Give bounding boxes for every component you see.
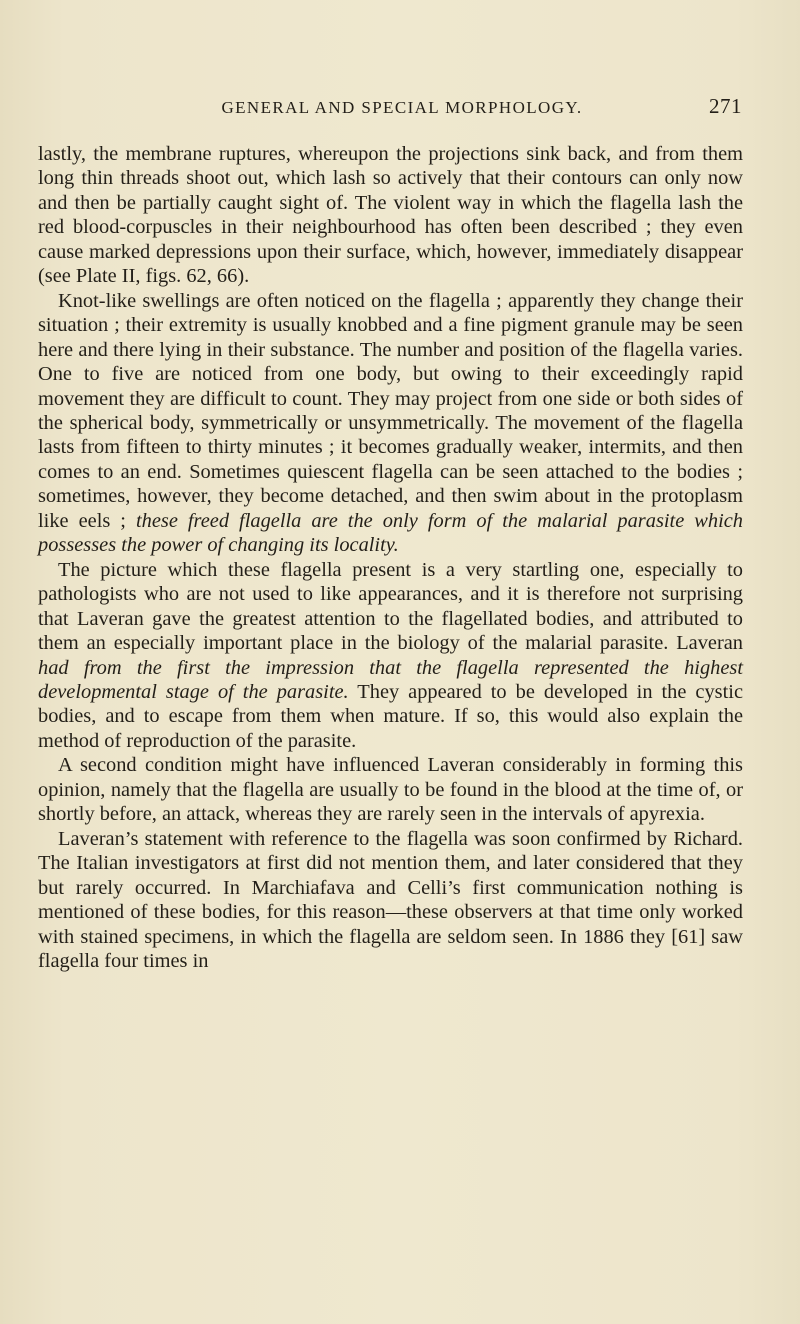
italic-passage: these freed flagella are the only form of the malarial parasite which possesses the power of changing its locality.	[38, 509, 743, 557]
italic-passage: had from the first the impression that the flagella represented the highest developmental stage of the parasite.	[38, 656, 743, 703]
paragraph-2	[38, 289, 743, 558]
page-number: 271	[709, 94, 742, 118]
text-segment: Laveran’s statement with reference to the flagella was soon confirmed by Richard. The Italian investigators at first did not mention them, and later considered that they but rarely occurred. In Marchiafava and Celli’s first communication nothing is mentioned of these bodies, for this reason—these observers at that time only worked with stained specimens, in which the flagella are seldom seen. In 1886 they [61] saw flagella four times in	[38, 827, 743, 972]
paragraph-5	[38, 827, 743, 974]
running-title: GENERAL AND SPECIAL MORPHOLOGY.	[221, 98, 583, 117]
paragraph-3	[38, 558, 743, 754]
text-segment: A second condition might have influenced Laveran considerably in forming this opinion, namely that the flagella are usually to be found in the blood at the time of, or shortly before, an attack, whereas they are rarely seen in the intervals of apyrexia.	[38, 754, 743, 826]
body-text	[38, 142, 743, 973]
text-segment: They appeared to be developed in the cystic bodies, and to escape from them when mature. If so, this would also explain the method of reproduction of the parasite.	[38, 680, 743, 752]
text-segment: Knot-like swellings are often noticed on the flagella ; apparently they change their situation ; their extremity is usually knobbed and a fine pigment granule may be seen here and there lying in their substance. The number and position of the flagella varies. One to five are noticed from one body, but owing to their exceedingly rapid movement they are difficult to count. They may project from one side or both sides of the spherical body, symmetrically or unsymmetrically. The movement of the flagella lasts from fifteen to thirty minutes ; it becomes gradually weaker, intermits, and then comes to an end. Sometimes quiescent flagella can be seen attached to the bodies ; sometimes, however, they become detached, and then swim about in the protoplasm like eels ;	[38, 289, 743, 532]
paragraph-4	[38, 753, 743, 826]
text-segment: lastly, the membrane ruptures, whereupon the projections sink back, and from them long thin threads shoot out, which lash so actively that their contours can only now and then be partially caught sight of. The violent way in which the flagella lash the red blood-corpuscles in their neighbourhood has often been described ; they even cause marked depressions upon their surface, which, however, immediately disappear (see Plate II, figs. 62, 66).	[38, 143, 743, 288]
running-head	[62, 94, 742, 128]
text-segment: The picture which these flagella present is a very startling one, especially to pathologists who are not used to like appearances, and it is therefore not surprising that Laveran gave the greatest attention to the flagellated bodies, and attributed to them an especially important place in the biology of the malarial parasite. Laveran	[38, 558, 743, 655]
paragraph-1	[38, 142, 743, 289]
